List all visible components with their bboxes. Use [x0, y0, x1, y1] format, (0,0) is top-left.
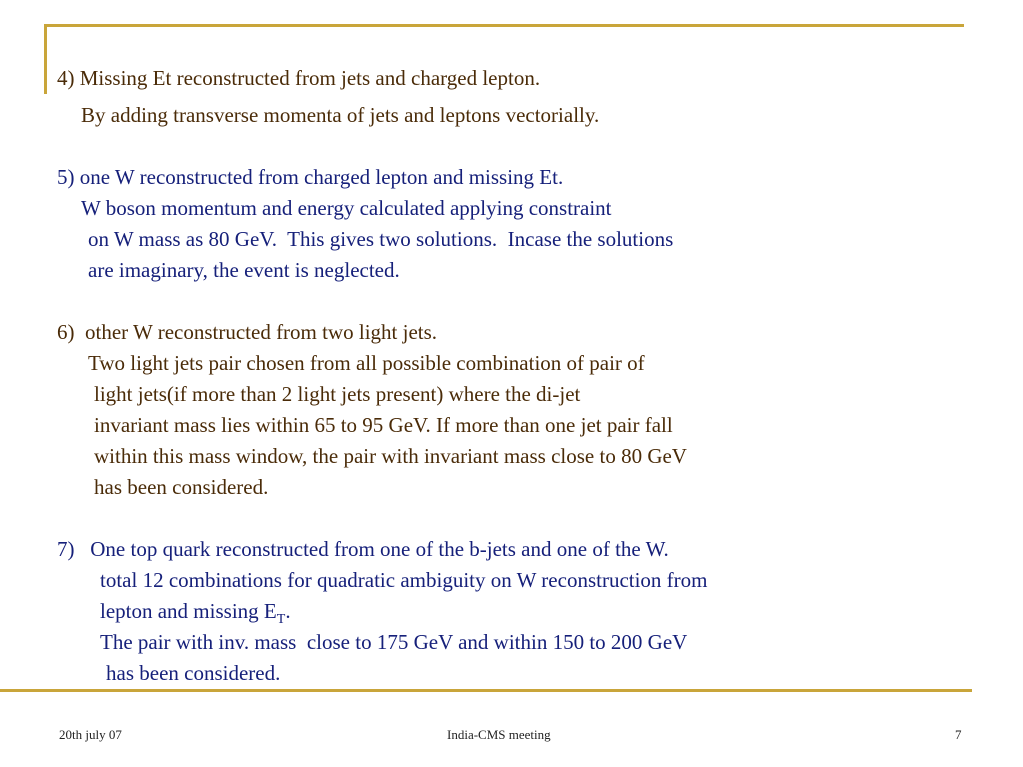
point-5-detail-2: on W mass as 80 GeV. This gives two solutions. Incase the solutions	[88, 227, 674, 251]
footer-page-number: 7	[955, 727, 962, 742]
point-7-detail-2-period: .	[285, 599, 291, 623]
point-7-detail-4: has been considered.	[106, 661, 281, 685]
footer-meeting-title: India-CMS meeting	[447, 727, 551, 742]
top-rule	[44, 24, 964, 27]
point-6-heading: 6) other W reconstructed from two light jets.	[57, 320, 438, 344]
point-7-detail-2-text: lepton and missing E	[100, 599, 277, 623]
bottom-rule	[0, 689, 972, 692]
footer-date: 20th july 07	[59, 727, 122, 742]
left-rule	[44, 24, 47, 94]
point-5-heading: 5) one W reconstructed from charged lepton and missing Et.	[57, 165, 564, 189]
point-4-detail: By adding transverse momenta of jets and leptons vectorially.	[81, 103, 600, 127]
point-7-detail-2	[100, 599, 291, 632]
point-5-detail-1: W boson momentum and energy calculated applying constraint	[81, 196, 612, 220]
point-6-detail-2: light jets(if more than 2 light jets present) where the di-jet	[94, 382, 581, 406]
point-7-detail-1: total 12 combinations for quadratic ambiguity on W reconstruction from	[100, 568, 708, 592]
transverse-subscript: T	[276, 612, 286, 628]
point-7-heading: 7) One top quark reconstructed from one of the b-jets and one of the W.	[57, 537, 669, 561]
point-5-detail-3: are imaginary, the event is neglected.	[88, 258, 400, 282]
point-6-detail-4: within this mass window, the pair with invariant mass close to 80 GeV	[94, 444, 687, 468]
point-6-detail-1: Two light jets pair chosen from all possible combination of pair of	[88, 351, 645, 375]
point-4-heading: 4) Missing Et reconstructed from jets and charged lepton.	[57, 66, 541, 90]
point-6-detail-5: has been considered.	[94, 475, 269, 499]
point-7-detail-3: The pair with inv. mass close to 175 GeV and within 150 to 200 GeV	[100, 630, 688, 654]
point-6-detail-3: invariant mass lies within 65 to 95 GeV. If more than one jet pair fall	[94, 413, 673, 437]
